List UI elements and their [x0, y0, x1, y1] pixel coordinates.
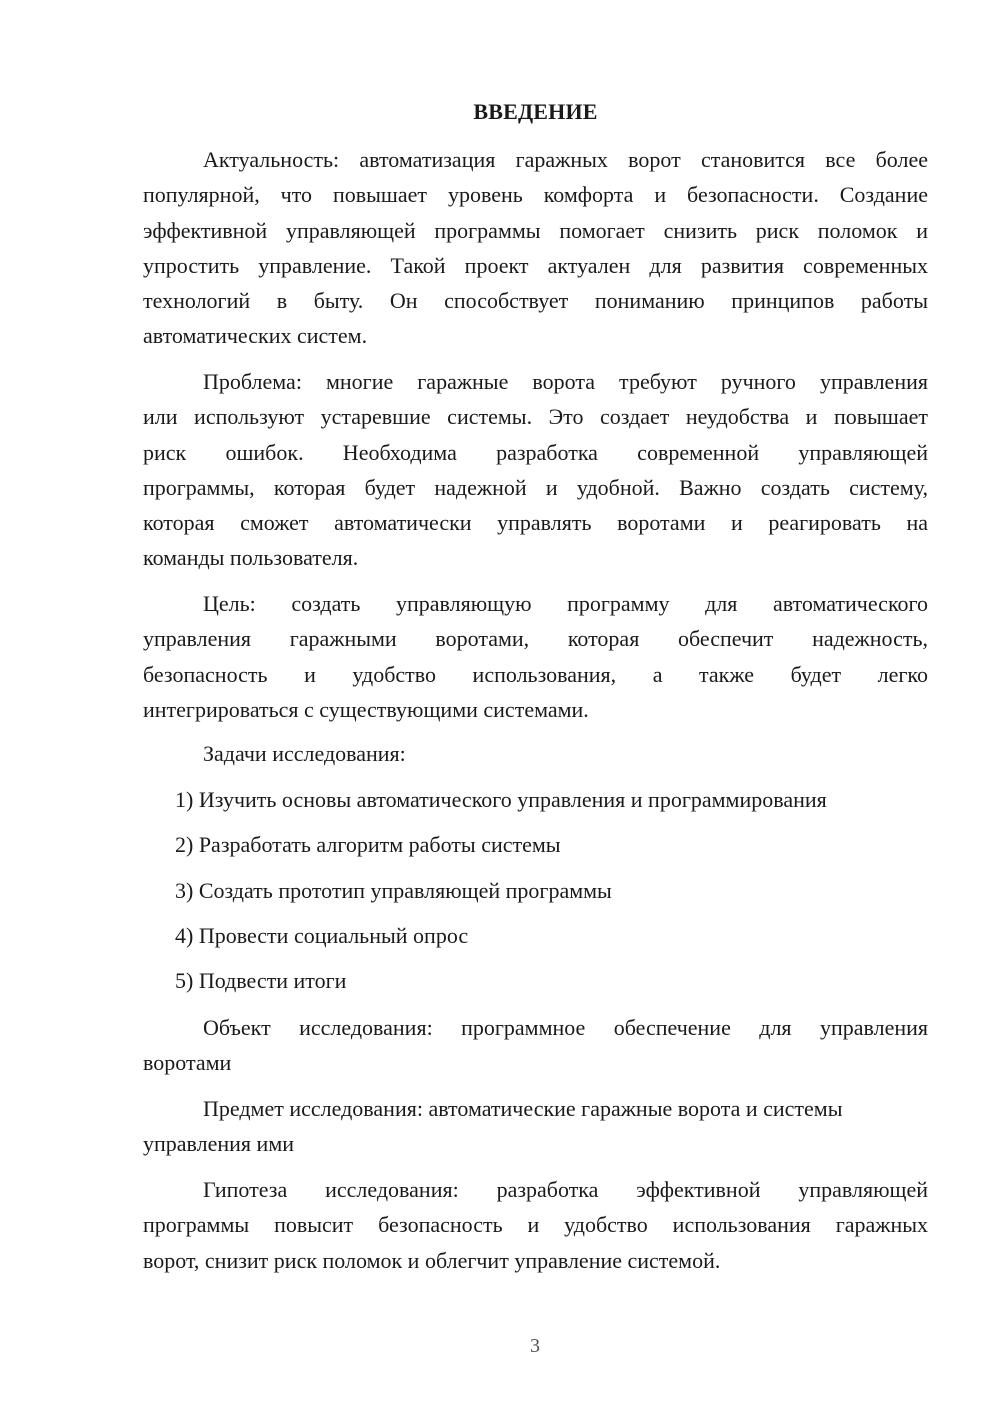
text-line: Проблема: многие гаражные ворота требуют ручного управления [203, 369, 928, 394]
text-line: упростить управление. Такой проект актуален для развития современных [143, 252, 928, 278]
text-line: Цель: создать управляющую программу для автоматического [203, 591, 928, 616]
text-line: управления гаражными воротами, которая обеспечит надежность, [143, 626, 928, 652]
section-title: ВВЕДЕНИЕ [473, 99, 598, 124]
text-line: управления ими [143, 1131, 295, 1157]
paragraph-object [143, 1010, 928, 1081]
text-line: программы, которая будет надежной и удобной. Важно создать систему, [143, 474, 928, 500]
paragraph-goal [143, 586, 928, 727]
text-line: популярной, что повышает уровень комфорта и безопасности. Создание [143, 182, 928, 208]
text-line: Предмет исследования: автоматические гаражные ворота и системы [203, 1096, 843, 1121]
tasks-heading: Задачи исследования: [203, 741, 406, 766]
text-line: или используют устаревшие системы. Это создает неудобства и повышает [143, 404, 928, 430]
text-line: Гипотеза исследования: разработка эффективной управляющей [203, 1177, 928, 1202]
text-line: технологий в быту. Он способствует пониманию принципов работы [143, 288, 928, 314]
text-line: Объект исследования: программное обеспечение для управления [203, 1015, 928, 1040]
paragraph-subject [143, 1091, 928, 1162]
text-line: интегрироваться с существующими системами. [143, 696, 589, 722]
text-line: команды пользователя. [143, 545, 359, 571]
text-line: которая сможет автоматически управлять воротами и реагировать на [143, 510, 928, 536]
task-item: 1) Изучить основы автоматического управления и программирования [175, 787, 827, 812]
text-line: автоматических систем. [143, 323, 368, 349]
paragraph-hypothesis [143, 1172, 928, 1278]
page-number: 3 [530, 1335, 540, 1357]
task-item: 3) Создать прототип управляющей программы [175, 878, 612, 903]
paragraph-relevance [143, 142, 928, 354]
text-line: эффективной управляющей программы помогает снизить риск поломок и [143, 217, 928, 243]
text-line: ворот, снизит риск поломок и облегчит управление системой. [143, 1247, 721, 1273]
text-line: риск ошибок. Необходима разработка современной управляющей [143, 439, 928, 465]
text-line: программы повысит безопасность и удобство использования гаражных [143, 1212, 928, 1238]
text-line: безопасность и удобство использования, а также будет легко [143, 661, 928, 687]
text-line: воротами [143, 1050, 232, 1076]
task-item: 2) Разработать алгоритм работы системы [175, 832, 561, 857]
text-line: Актуальность: автоматизация гаражных ворот становится все более [203, 147, 928, 172]
task-item: 4) Провести социальный опрос [175, 923, 469, 948]
task-item: 5) Подвести итоги [175, 968, 347, 993]
paragraph-problem [143, 364, 928, 576]
